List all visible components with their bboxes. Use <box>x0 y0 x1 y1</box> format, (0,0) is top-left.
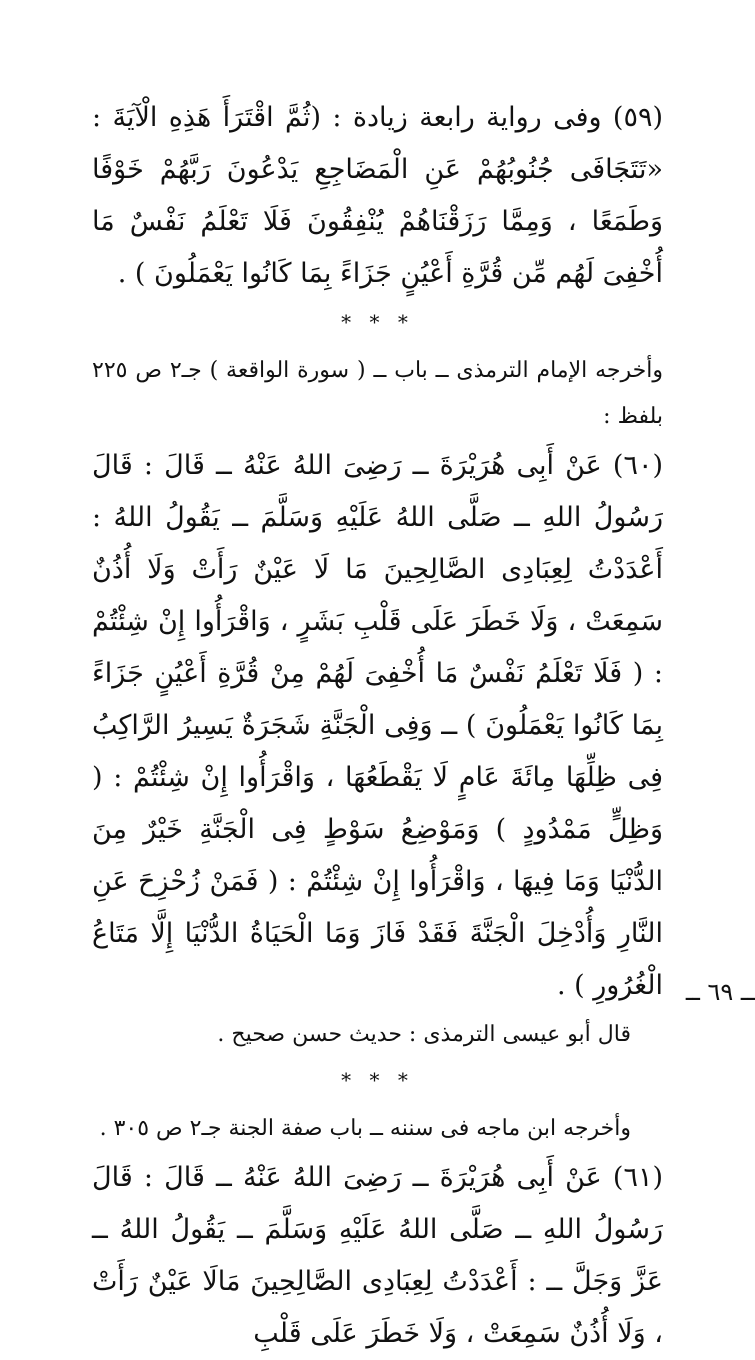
page-number: ــ ٦٩ ــ <box>685 978 755 1006</box>
hadith-61: (٦١) عَنْ أَبِى هُرَيْرَةَ ــ رَضِىَ اللهُ عَنْهُ ــ قَالَ : قَالَ رَسُولُ اللهِ ــ صَلَّى اللهُ عَلَيْهِ وَسَلَّمَ ــ يَقُولُ اللهُ ــ عَزَّ وَجَلَّ ــ : أَعْدَدْتُ لِعِبَادِى الصَّالِحِينَ مَالَا عَيْنٌ رَأَتْ ، وَلَا أُذُنٌ سَمِعَتْ ، وَلَا خَطَرَ عَلَى قَلْبِ <box>92 1162 663 1349</box>
source-ibn-majah: وأخرجه ابن ماجه فى سننه ــ باب صفة الجنة جـ٢ ص ٣٠٥ . <box>99 1116 631 1141</box>
source-tirmidhi: وأخرجه الإمام الترمذى ــ باب ــ ( سورة الواقعة ) جـ٢ ص ٢٢٥ بلفظ : <box>92 358 663 429</box>
separator-stars: * * * <box>341 310 414 334</box>
separator-stars-2: * * * <box>341 1068 414 1092</box>
tirmidhi-grading: قال أبو عيسى الترمذى : حديث حسن صحيح . <box>217 1022 631 1047</box>
hadith-59: (٥٩) وفى رواية رابعة زيادة : (ثُمَّ اقْتَرَأَ هَذِهِ الْآيَةَ : «تَتَجَافَى جُنُوبُهُمْ عَنِ الْمَضَاجِعِ يَدْعُونَ رَبَّهُمْ خَوْفًا وَطَمَعًا ، وَمِمَّا رَزَقْنَاهُمْ يُنْفِقُونَ فَلَا تَعْلَمُ نَفْسٌ مَا أُخْفِىَ لَهُم مِّن قُرَّةِ أَعْيُنٍ جَزَاءً بِمَا كَانُوا يَعْمَلُونَ ) . <box>92 102 663 289</box>
hadith-60: (٦٠) عَنْ أَبِى هُرَيْرَةَ ــ رَضِىَ اللهُ عَنْهُ ــ قَالَ : قَالَ رَسُولُ اللهِ ــ صَلَّى اللهُ عَلَيْهِ وَسَلَّمَ ــ يَقُولُ اللهُ : أَعْدَدْتُ لِعِبَادِى الصَّالِحِينَ مَا لَا عَيْنٌ رَأَتْ وَلَا أُذُنٌ سَمِعَتْ ، وَلَا خَطَرَ عَلَى قَلْبِ بَشَرٍ ، وَاقْرَأُوا إِنْ شِئْتُمْ : ( فَلَا تَعْلَمُ نَفْسٌ مَا أُخْفِىَ لَهُمْ مِنْ قُرَّةِ أَعْيُنٍ جَزَاءً بِمَا كَانُوا يَعْمَلُونَ ) ــ وَفِى الْجَنَّةِ شَجَرَةٌ يَسِيرُ الرَّاكِبُ فِى ظِلِّهَا مِائَةَ عَامٍ لَا يَقْطَعُهَا ، وَاقْرَأُوا إِنْ شِئْتُمْ : ( وَظِلٍّ مَمْدُودٍ ) وَمَوْضِعُ سَوْطٍ فِى الْجَنَّةِ خَيْرٌ مِنَ الدُّنْيَا وَمَا فِيهَا ، وَاقْرَأُوا إِنْ شِئْتُمْ : ( فَمَنْ زُحْزِحَ عَنِ النَّارِ وَأُدْخِلَ الْجَنَّةَ فَقَدْ فَازَ وَمَا الْحَيَاةُ الدُّنْيَا إِلَّا مَتَاعُ الْغُرُورِ ) . <box>92 450 663 1001</box>
